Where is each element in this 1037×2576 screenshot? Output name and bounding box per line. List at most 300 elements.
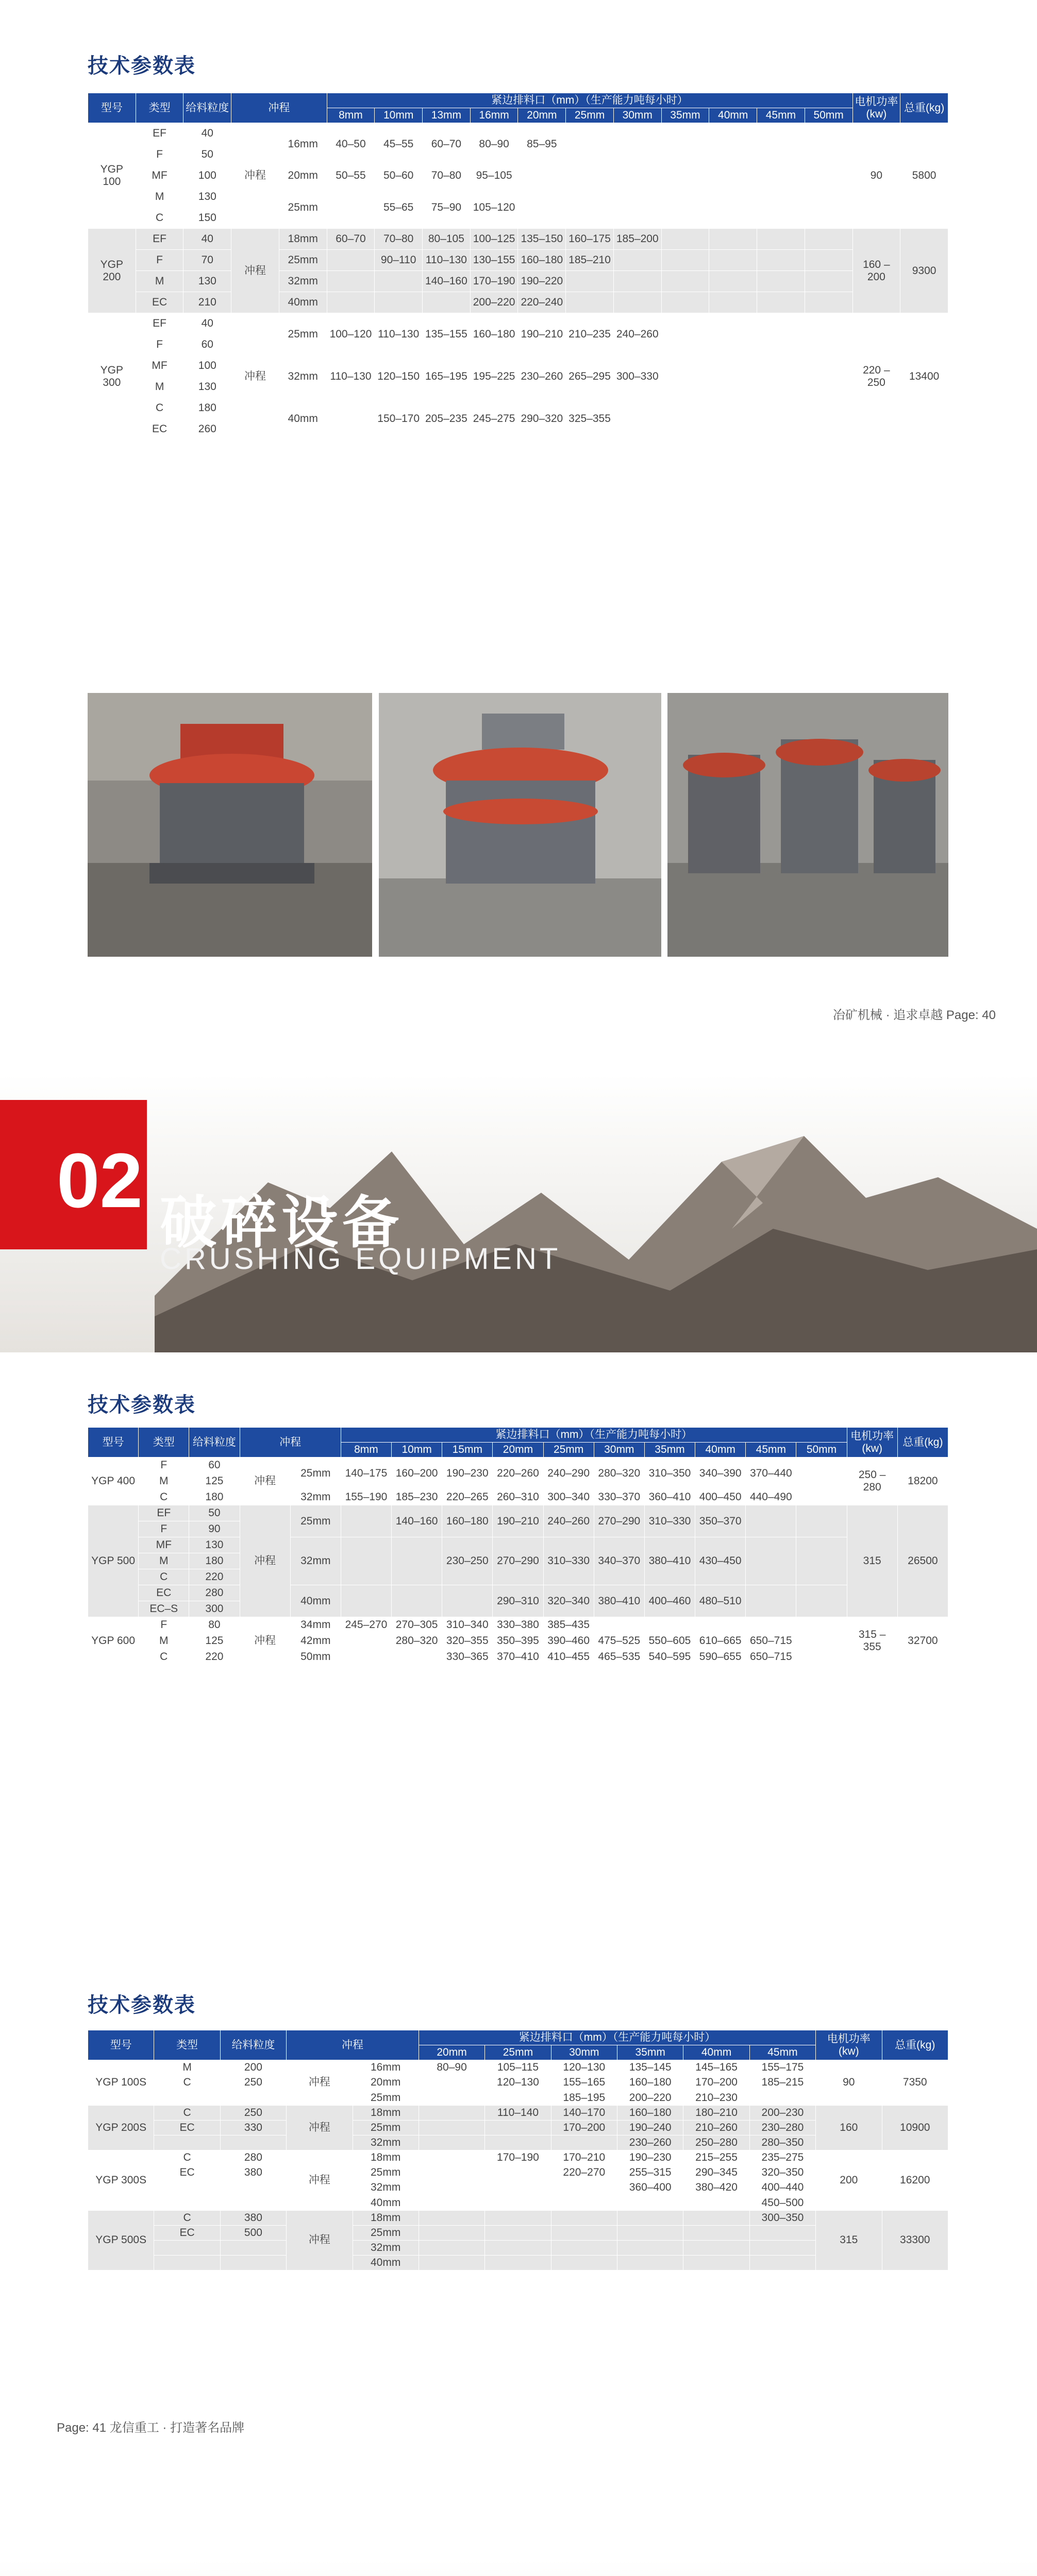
model-cell: YGP 300 [88,313,136,440]
stroke-cell: 25mm [290,1505,341,1537]
capacity-cell [805,187,852,229]
header-power: 电机功率(kw) [847,1428,897,1458]
feed-cell [220,2240,286,2255]
section-subtitle: CRUSHING EQUIPMENT [160,1242,561,1276]
header-gap-size: 25mm [543,1443,594,1458]
capacity-cell: 80–105 [423,229,471,250]
capacity-cell: 430–450 [695,1537,746,1585]
type-cell: EF [139,1505,189,1521]
header-gap-size: 25mm [485,2045,551,2060]
capacity-cell: 230–280 [749,2120,815,2135]
power-cell: 160 [816,2105,882,2150]
stroke-cell: 32mm [279,271,327,292]
capacity-cell [644,1617,695,1633]
capacity-cell [683,2225,749,2240]
type-cell: MF [136,355,183,377]
type-cell: EC [136,419,183,440]
capacity-cell: 290–345 [683,2165,749,2180]
capacity-cell: 260–310 [493,1489,543,1505]
capacity-cell [419,2135,484,2150]
capacity-cell: 310–330 [644,1505,695,1537]
stroke-cell: 16mm [353,2060,419,2075]
capacity-cell: 95–105 [470,165,518,187]
feed-cell: 125 [189,1473,240,1489]
header-gap-size: 45mm [746,1443,796,1458]
capacity-cell [661,250,709,271]
capacity-cell: 410–455 [543,1649,594,1665]
capacity-cell [757,292,805,313]
capacity-cell [661,271,709,292]
stroke-label-cell: 冲程 [287,2150,353,2211]
capacity-cell [485,2180,551,2195]
stroke-cell: 16mm [279,123,327,165]
type-cell: M [136,187,183,208]
capacity-cell: 40–50 [327,123,375,165]
page-footer-40: 冶矿机械 · 追求卓越 Page: 40 [832,1008,996,1022]
capacity-cell [757,313,805,355]
stroke-cell: 32mm [353,2135,419,2150]
power-cell: 315 [816,2210,882,2270]
capacity-cell: 135–150 [518,229,566,250]
capacity-cell [746,1537,796,1585]
feed-cell: 130 [183,377,231,398]
capacity-cell: 55–65 [375,187,423,229]
capacity-cell: 370–410 [493,1649,543,1665]
capacity-cell [796,1505,847,1537]
capacity-cell: 360–400 [617,2180,683,2195]
capacity-cell [661,187,709,229]
feed-cell: 50 [183,144,231,165]
feed-cell: 220 [189,1569,240,1585]
header-gap-size: 35mm [644,1443,695,1458]
stroke-cell: 18mm [353,2150,419,2165]
header-gap-size: 16mm [470,108,518,123]
capacity-cell: 330–365 [442,1649,493,1665]
header-gap-size: 30mm [613,108,661,123]
weight-cell: 33300 [882,2210,948,2270]
stroke-cell: 50mm [290,1649,341,1665]
capacity-cell: 45–55 [375,123,423,165]
type-cell: C [136,208,183,229]
capacity-cell [683,2256,749,2270]
capacity-cell: 320–350 [749,2165,815,2180]
header-gap-size: 20mm [419,2045,484,2060]
header-gap-size: 20mm [493,1443,543,1458]
stroke-cell: 25mm [353,2090,419,2105]
type-cell: M [139,1633,189,1649]
capacity-cell [442,1585,493,1617]
capacity-cell [796,1633,847,1649]
capacity-cell: 160–180 [470,313,518,355]
capacity-cell [485,2256,551,2270]
stroke-label-cell: 冲程 [287,2060,353,2105]
mountain-banner [0,2561,1037,2576]
feed-cell: 60 [183,334,231,355]
capacity-cell [805,250,852,271]
capacity-cell: 80–90 [419,2060,484,2075]
capacity-cell [757,229,805,250]
stroke-label-cell: 冲程 [231,123,279,229]
capacity-cell [805,165,852,187]
feed-cell: 260 [183,419,231,440]
capacity-cell: 360–410 [644,1489,695,1505]
header-model: 型号 [88,93,136,123]
type-cell: F [139,1458,189,1473]
feed-cell: 100 [183,165,231,187]
feed-cell [220,2180,286,2195]
model-cell: YGP 500S [88,2210,154,2270]
header-gap-size: 50mm [796,1443,847,1458]
capacity-cell: 200–220 [617,2090,683,2105]
feed-cell: 180 [189,1553,240,1569]
stroke-cell: 20mm [279,165,327,187]
feed-cell: 130 [183,271,231,292]
capacity-cell: 230–260 [518,355,566,398]
spec-table-2 [88,1427,948,1665]
type-cell: F [139,1617,189,1633]
type-cell: M [136,377,183,398]
capacity-cell: 70–80 [423,165,471,187]
weight-cell: 13400 [900,313,948,440]
feed-cell: 40 [183,313,231,334]
power-cell: 90 [852,123,900,229]
header-weight: 总重(kg) [897,1428,948,1458]
power-cell: 90 [816,2060,882,2105]
capacity-cell: 280–320 [392,1633,442,1649]
stroke-cell: 32mm [279,355,327,398]
capacity-cell [518,165,566,187]
header-gap-size: 40mm [695,1443,746,1458]
power-cell: 250 – 280 [847,1458,897,1505]
feed-cell: 280 [189,1585,240,1601]
feed-cell: 300 [189,1601,240,1617]
capacity-cell: 230–250 [442,1537,493,1585]
stroke-cell: 40mm [353,2195,419,2210]
type-cell: C [139,1569,189,1585]
capacity-cell: 130–155 [470,250,518,271]
header-type: 类型 [154,2030,220,2060]
capacity-cell: 440–490 [746,1489,796,1505]
capacity-cell: 380–410 [594,1585,644,1617]
capacity-cell: 160–180 [442,1505,493,1537]
capacity-cell: 240–260 [543,1505,594,1537]
capacity-cell: 400–460 [644,1585,695,1617]
feed-cell: 200 [220,2060,286,2075]
capacity-cell [551,2180,617,2195]
capacity-cell [392,1537,442,1585]
capacity-cell: 185–200 [613,229,661,250]
capacity-cell [796,1458,847,1489]
header-stroke: 冲程 [240,1428,341,1458]
stroke-cell: 32mm [353,2180,419,2195]
capacity-cell [683,2210,749,2225]
type-cell [154,2256,220,2270]
stroke-label-cell: 冲程 [287,2105,353,2150]
model-cell: YGP 300S [88,2150,154,2211]
type-cell: EC [139,1585,189,1601]
model-cell: YGP 500 [88,1505,139,1617]
capacity-cell: 160–180 [617,2105,683,2120]
type-cell: EF [136,229,183,250]
stroke-label-cell: 冲程 [240,1458,290,1505]
capacity-cell [375,271,423,292]
spec-title-3: 技术参数表 [88,1994,196,2016]
model-cell: YGP 600 [88,1617,139,1665]
header-feed: 给料粒度 [183,93,231,123]
capacity-cell [805,398,852,440]
capacity-cell: 50–55 [327,165,375,187]
capacity-cell [796,1617,847,1633]
capacity-cell: 310–340 [442,1617,493,1633]
type-cell: EF [136,313,183,334]
type-cell: M [139,1473,189,1489]
capacity-cell [796,1489,847,1505]
capacity-cell: 300–350 [749,2210,815,2225]
stroke-cell: 25mm [279,250,327,271]
type-cell: M [136,271,183,292]
capacity-cell [749,2225,815,2240]
capacity-cell: 170–210 [551,2150,617,2165]
capacity-cell [551,2225,617,2240]
capacity-cell: 190–220 [518,271,566,292]
capacity-cell: 475–525 [594,1633,644,1649]
capacity-cell [709,292,757,313]
capacity-cell: 380–410 [644,1537,695,1585]
section-title: 破碎设备 [160,1191,403,1255]
feed-cell: 130 [183,187,231,208]
capacity-cell [485,2165,551,2180]
weight-cell: 16200 [882,2150,948,2211]
section-banner [0,1074,1037,1352]
capacity-cell [566,165,614,187]
capacity-cell [661,229,709,250]
capacity-cell [485,2195,551,2210]
capacity-cell: 85–95 [518,123,566,165]
capacity-cell [683,2195,749,2210]
type-cell: C [154,2210,220,2225]
capacity-cell: 320–340 [543,1585,594,1617]
capacity-cell [709,123,757,165]
capacity-cell [341,1649,391,1665]
capacity-cell [695,1617,746,1633]
capacity-cell: 110–130 [327,355,375,398]
capacity-cell: 155–190 [341,1489,391,1505]
stroke-cell: 40mm [279,398,327,440]
capacity-cell [746,1505,796,1537]
capacity-cell [805,313,852,355]
capacity-cell [419,2256,484,2270]
crusher-photo-3 [667,693,948,957]
capacity-cell [327,250,375,271]
stroke-cell: 25mm [290,1458,341,1489]
capacity-cell [485,2240,551,2255]
header-type: 类型 [139,1428,189,1458]
capacity-cell [757,187,805,229]
capacity-cell: 50–60 [375,165,423,187]
feed-cell: 60 [189,1458,240,1473]
capacity-cell: 245–270 [341,1617,391,1633]
capacity-cell: 120–150 [375,355,423,398]
capacity-cell [485,2225,551,2240]
capacity-cell [392,1585,442,1617]
capacity-cell [661,292,709,313]
capacity-cell: 610–665 [695,1633,746,1649]
capacity-cell [661,355,709,398]
stroke-label-cell: 冲程 [287,2210,353,2270]
capacity-cell [613,398,661,440]
capacity-cell [419,2075,484,2090]
capacity-cell: 290–320 [518,398,566,440]
section-number: 02 [57,1137,143,1224]
capacity-cell [375,292,423,313]
type-cell: C [154,2105,220,2120]
capacity-cell [757,355,805,398]
capacity-cell [419,2150,484,2165]
capacity-cell: 200–220 [470,292,518,313]
capacity-cell: 60–70 [423,123,471,165]
feed-cell: 70 [183,250,231,271]
feed-cell: 150 [183,208,231,229]
header-stroke: 冲程 [231,93,327,123]
header-gap-size: 10mm [375,108,423,123]
capacity-cell [419,2195,484,2210]
capacity-cell: 140–160 [392,1505,442,1537]
feed-cell: 80 [189,1617,240,1633]
capacity-cell: 240–260 [613,313,661,355]
capacity-cell [419,2105,484,2120]
capacity-cell: 450–500 [749,2195,815,2210]
feed-cell: 250 [220,2075,286,2090]
feed-cell: 210 [183,292,231,313]
feed-cell: 130 [189,1537,240,1553]
capacity-cell [749,2256,815,2270]
capacity-cell: 290–310 [493,1585,543,1617]
header-gap-size: 30mm [551,2045,617,2060]
feed-cell: 220 [189,1649,240,1665]
header-power: 电机功率(kw) [852,93,900,123]
type-cell [154,2090,220,2105]
header-feed: 给料粒度 [220,2030,286,2060]
capacity-cell: 160–200 [392,1458,442,1489]
capacity-cell: 135–155 [423,313,471,355]
capacity-cell [613,187,661,229]
header-gap-size: 8mm [327,108,375,123]
power-cell: 315 [847,1505,897,1617]
crusher-photo-1 [88,693,372,957]
capacity-cell [551,2240,617,2255]
type-cell: C [136,398,183,419]
feed-cell [220,2090,286,2105]
stroke-cell: 34mm [290,1617,341,1633]
capacity-cell [613,250,661,271]
capacity-cell [661,165,709,187]
feed-cell: 100 [183,355,231,377]
capacity-cell: 180–210 [683,2105,749,2120]
type-cell: EF [136,123,183,144]
header-gap-size: 35mm [661,108,709,123]
header-gap-size: 30mm [594,1443,644,1458]
capacity-cell: 190–230 [442,1458,493,1489]
feed-cell: 380 [220,2165,286,2180]
header-gap-size: 8mm [341,1443,391,1458]
header-gap: 紧边排料口（mm）（生产能力吨每小时） [327,93,852,108]
capacity-cell: 650–715 [746,1633,796,1649]
capacity-cell [757,271,805,292]
model-cell: YGP 200 [88,229,136,313]
header-gap: 紧边排料口（mm）（生产能力吨每小时） [419,2030,815,2045]
stroke-cell: 18mm [353,2210,419,2225]
capacity-cell [617,2240,683,2255]
feed-cell: 250 [220,2105,286,2120]
weight-cell: 32700 [897,1617,948,1665]
capacity-cell [327,271,375,292]
feed-cell: 380 [220,2210,286,2225]
type-cell: MF [139,1537,189,1553]
stroke-cell: 42mm [290,1633,341,1649]
feed-cell: 40 [183,123,231,144]
capacity-cell [566,187,614,229]
capacity-cell: 300–340 [543,1489,594,1505]
type-cell [154,2180,220,2195]
capacity-cell [757,250,805,271]
type-cell: EC–S [139,1601,189,1617]
stroke-cell: 40mm [353,2256,419,2270]
capacity-cell: 200–230 [749,2105,815,2120]
capacity-cell: 230–260 [617,2135,683,2150]
capacity-cell: 220–240 [518,292,566,313]
capacity-cell: 155–175 [749,2060,815,2075]
capacity-cell: 100–120 [327,313,375,355]
capacity-cell [419,2210,484,2225]
header-gap-size: 20mm [518,108,566,123]
type-cell: C [139,1489,189,1505]
feed-cell [220,2135,286,2150]
header-power: 电机功率(kw) [816,2030,882,2060]
capacity-cell: 330–370 [594,1489,644,1505]
capacity-cell [709,165,757,187]
capacity-cell [392,1649,442,1665]
capacity-cell [551,2210,617,2225]
capacity-cell: 140–175 [341,1458,391,1489]
type-cell: F [136,334,183,355]
type-cell: F [139,1521,189,1537]
capacity-cell: 310–350 [644,1458,695,1489]
capacity-cell [709,271,757,292]
header-gap-size: 35mm [617,2045,683,2060]
model-cell: YGP 100S [88,2060,154,2105]
capacity-cell [617,2210,683,2225]
feed-cell [220,2195,286,2210]
capacity-cell [796,1649,847,1665]
capacity-cell: 190–210 [493,1505,543,1537]
header-stroke: 冲程 [287,2030,419,2060]
header-weight: 总重(kg) [900,93,948,123]
capacity-cell: 390–460 [543,1633,594,1649]
capacity-cell: 165–195 [423,355,471,398]
type-cell: EC [154,2165,220,2180]
capacity-cell: 325–355 [566,398,614,440]
weight-cell: 7350 [882,2060,948,2105]
capacity-cell [613,165,661,187]
capacity-cell [805,292,852,313]
header-weight: 总重(kg) [882,2030,948,2060]
feed-cell: 280 [220,2150,286,2165]
feed-cell: 180 [189,1489,240,1505]
capacity-cell: 120–130 [485,2075,551,2090]
capacity-cell: 70–80 [375,229,423,250]
capacity-cell [419,2225,484,2240]
stroke-cell: 25mm [279,313,327,355]
